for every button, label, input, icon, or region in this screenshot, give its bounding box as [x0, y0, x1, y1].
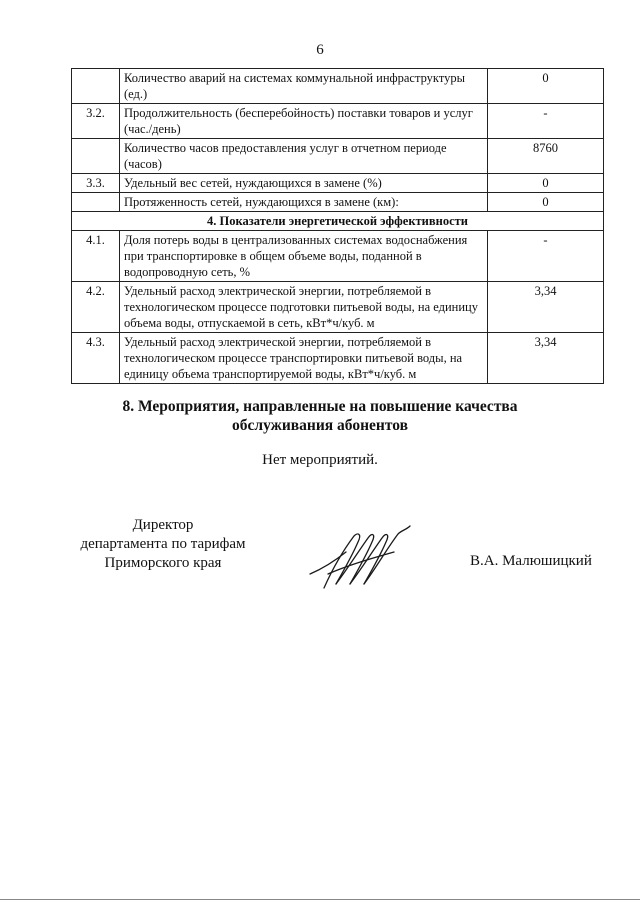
- row-value: -: [488, 231, 604, 282]
- signer-name: В.А. Малюшицкий: [470, 553, 592, 569]
- row-description: Удельный вес сетей, нуждающихся в замене (%): [120, 174, 488, 193]
- table-row: [72, 231, 604, 282]
- row-number: 4.3.: [72, 333, 120, 384]
- director-title-line2: департамента по тарифам: [80, 536, 246, 552]
- row-number: 3.2.: [72, 104, 120, 139]
- row-description: Доля потерь воды в централизованных системах водоснабжения при транспортировке в общем объеме воды, поданной в водопроводную сеть, %: [120, 231, 488, 282]
- table-row: [72, 193, 604, 212]
- table-row: [72, 139, 604, 174]
- row-description: Количество часов предоставления услуг в отчетном периоде (часов): [120, 139, 488, 174]
- indicators-table: [71, 68, 604, 384]
- row-number: [72, 193, 120, 212]
- row-description: Протяженность сетей, нуждающихся в замене (км):: [120, 193, 488, 212]
- director-title-line1: Директор: [132, 517, 194, 533]
- row-description: Удельный расход электрической энергии, потребляемой в технологическом процессе подготовки питьевой воды, на единицу объема воды, отпускаемой в сеть, кВт*ч/куб. м: [120, 282, 488, 333]
- no-measures-text: Нет мероприятий.: [262, 452, 378, 468]
- row-description: Количество аварий на системах коммунальной инфраструктуры (ед.): [120, 69, 488, 104]
- indicators-table-body: [72, 69, 604, 384]
- director-title: [68, 516, 258, 573]
- row-value: 3,34: [488, 282, 604, 333]
- section-8-heading: [0, 397, 640, 435]
- row-description: Продолжительность (бесперебойность) поставки товаров и услуг (час./день): [120, 104, 488, 139]
- row-number: [72, 139, 120, 174]
- row-value: 8760: [488, 139, 604, 174]
- row-description: Удельный расход электрической энергии, потребляемой в технологическом процессе транспортировки питьевой воды, на единицу объема транспортируемой воды, кВт*ч/куб. м: [120, 333, 488, 384]
- footer-rule: [0, 899, 640, 900]
- row-number: [72, 69, 120, 104]
- director-title-line3: Приморского края: [104, 555, 222, 571]
- page-number: 6: [316, 42, 324, 58]
- table-section-row: [72, 212, 604, 231]
- section-8-heading-line1: 8. Мероприятия, направленные на повышение качества: [122, 398, 518, 415]
- table-row: [72, 104, 604, 139]
- table-row: [72, 282, 604, 333]
- handwritten-signature: [306, 522, 416, 592]
- table-row: [72, 174, 604, 193]
- table-row: [72, 69, 604, 104]
- table-row: [72, 333, 604, 384]
- row-value: 0: [488, 174, 604, 193]
- section-4-title: 4. Показатели энергетической эффективности: [72, 212, 604, 231]
- row-number: 3.3.: [72, 174, 120, 193]
- row-value: -: [488, 104, 604, 139]
- row-value: 0: [488, 69, 604, 104]
- row-number: 4.2.: [72, 282, 120, 333]
- section-8-heading-line2: обслуживания абонентов: [232, 417, 408, 434]
- row-number: 4.1.: [72, 231, 120, 282]
- row-value: 3,34: [488, 333, 604, 384]
- row-value: 0: [488, 193, 604, 212]
